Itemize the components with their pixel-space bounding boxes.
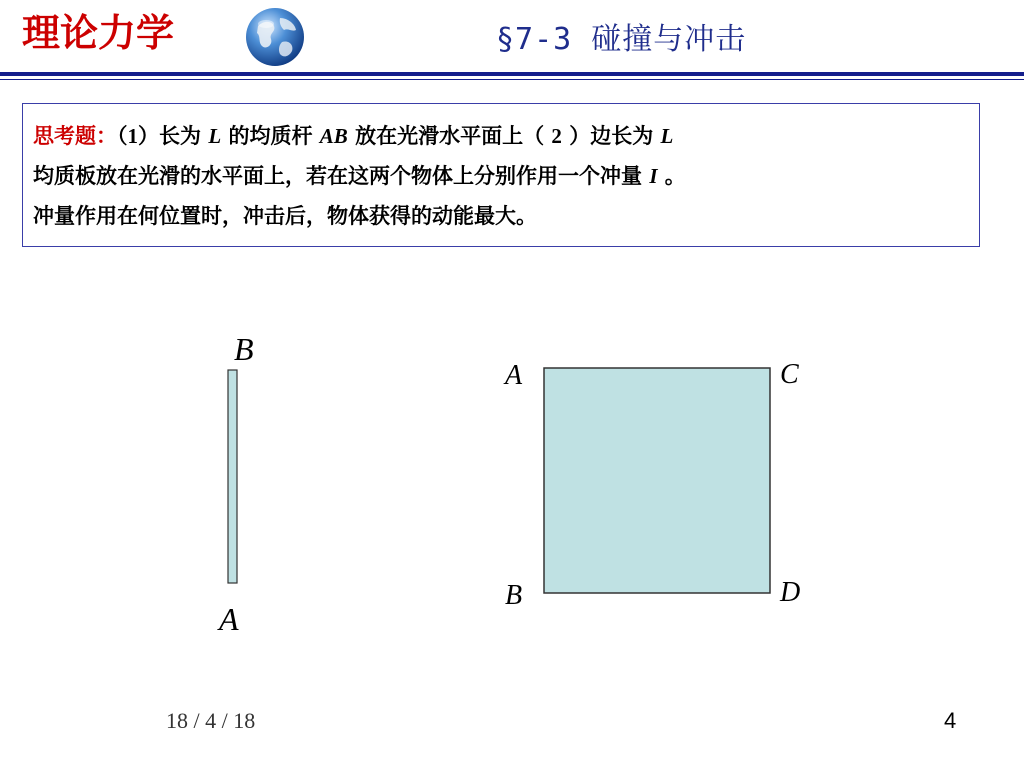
plate-label-bottom-right: D xyxy=(780,577,801,608)
item-number: 2 xyxy=(551,124,562,148)
plate-label-top-right: C xyxy=(780,359,799,390)
plate-label-top-left: A xyxy=(505,360,523,391)
question-text: （ xyxy=(117,124,128,148)
plate xyxy=(544,368,770,593)
course-title: 理论力学 xyxy=(22,11,175,55)
item-number: 1 xyxy=(127,124,138,148)
symbol-L: L xyxy=(660,124,674,148)
rod xyxy=(228,370,237,583)
symbol-L: L xyxy=(208,124,222,148)
symbol-AB: AB xyxy=(319,124,348,148)
question-text: 的均质杆 xyxy=(221,124,320,148)
rod-label-top: B xyxy=(234,331,254,367)
symbol-I: I xyxy=(649,164,658,188)
page-number: 4 xyxy=(944,708,957,733)
footer-date: 18 / 4 / 18 xyxy=(166,708,256,733)
plate-label-bottom-left: B xyxy=(505,580,523,611)
rod-label-bottom: A xyxy=(219,601,239,637)
question-text: 冲量作用在何位置时，冲击后，物体获得的动能最大。 xyxy=(33,204,537,228)
question-text: 。 xyxy=(657,164,686,188)
section-title: §7-3 碰撞与冲击 xyxy=(496,22,747,57)
question-label: 思考题： xyxy=(33,124,117,148)
question-text: ）长为 xyxy=(138,124,209,148)
question-text: 均质板放在光滑的水平面上，若在这两个物体上分别作用一个冲量 xyxy=(33,164,650,188)
question-text: ）边长为 xyxy=(561,124,661,148)
question-text: 放在光滑水平面上（ xyxy=(347,124,552,148)
